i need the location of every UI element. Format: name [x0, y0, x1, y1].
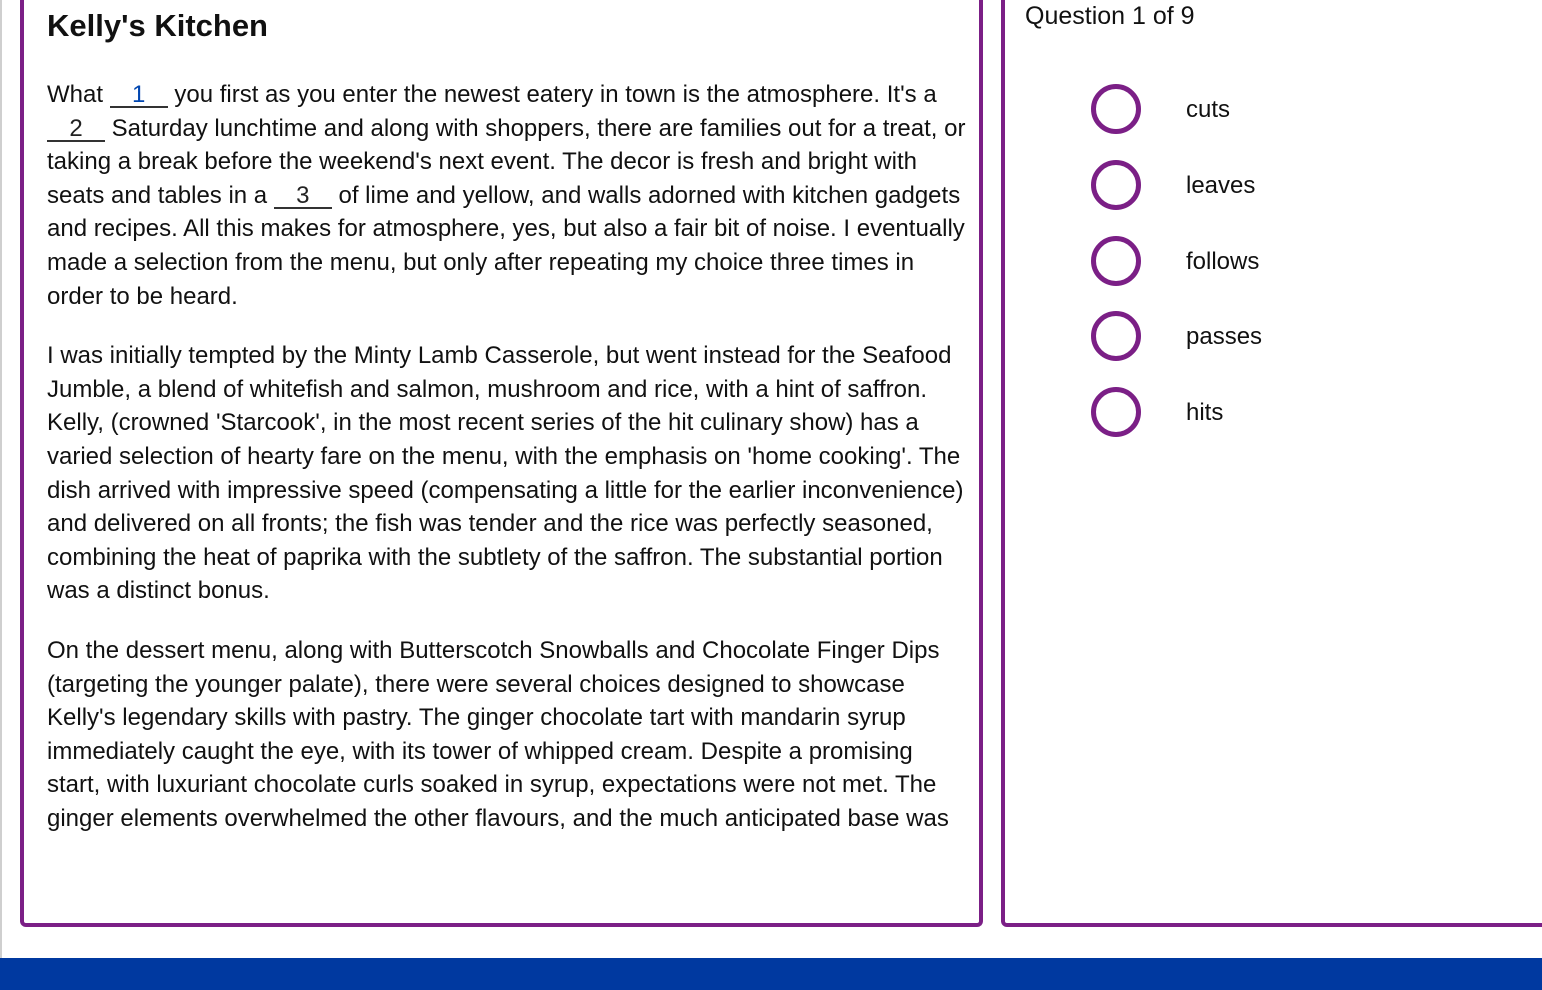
gap-1[interactable]: 1	[110, 84, 168, 108]
passage-paragraph-3: On the dessert menu, along with Butterscotch Snowballs and Chocolate Finger Dips (targeting the younger palate), there were several choices designed to showcase Kelly's legendary skills with pastry. The ginger chocolate tart with mandarin syrup immediately caught the eye, with its tower of whipped cream. Despite a promising start, with luxuriant chocolate curls soaked in syrup, expectations were not met. The ginger elements overwhelmed the other flavours, and the much anticipated base was	[47, 636, 949, 832]
answer-option-cuts[interactable]	[1091, 84, 1391, 144]
passage-panel[interactable]	[20, 0, 983, 927]
passage-text-segment: What	[47, 81, 110, 108]
passage-title: Kelly's Kitchen	[47, 8, 268, 43]
radio-button[interactable]	[1091, 84, 1141, 134]
radio-button[interactable]	[1091, 311, 1141, 361]
passage-text	[47, 78, 967, 861]
answer-option-follows[interactable]	[1091, 236, 1391, 296]
answer-option-label: cuts	[1186, 96, 1231, 123]
passage-text-segment: you first as you enter the newest eatery in town is the atmosphere. It's a	[167, 81, 937, 108]
answer-option-hits[interactable]	[1091, 387, 1391, 447]
answer-option-label: hits	[1186, 399, 1224, 426]
passage-text-segment: Saturday lunchtime and along with shoppers, there are families out for a treat, or taking a break before the weekend's next event. The decor is fresh and bright with seats and tables in a	[47, 114, 966, 209]
answer-option-label: leaves	[1186, 172, 1256, 199]
answer-option-label: passes	[1186, 323, 1263, 350]
answer-option-passes[interactable]	[1091, 311, 1391, 371]
left-edge-line	[0, 0, 2, 958]
footer-bar	[0, 958, 1542, 990]
question-counter: Question 1 of 9	[1025, 2, 1195, 30]
question-panel	[1001, 0, 1542, 927]
gap-2[interactable]: 2	[47, 118, 105, 142]
passage-paragraph-1	[47, 78, 967, 313]
radio-button[interactable]	[1091, 160, 1141, 210]
gap-3[interactable]: 3	[274, 185, 332, 209]
passage-paragraph-2: I was initially tempted by the Minty Lamb Casserole, but went instead for the Seafood Jumble, a blend of whitefish and salmon, mushroom and rice, with a hint of saffron. Kelly, (crowned 'Starcook', in the most recent series of the hit culinary show) has a varied selection of hearty fare on the menu, with the emphasis on 'home cooking'. The dish arrived with impressive speed (compensating a little for the earlier inconvenience) and delivered on all fronts; the fish was tender and the rice was perfectly seasoned, combining the heat of paprika with the subtlety of the saffron. The substantial portion was a distinct bonus.	[47, 342, 964, 605]
radio-button[interactable]	[1091, 387, 1141, 437]
answer-option-leaves[interactable]	[1091, 160, 1391, 220]
answer-option-label: follows	[1186, 248, 1260, 275]
radio-button[interactable]	[1091, 236, 1141, 286]
passage-text-segment: of lime and yellow, and walls adorned with kitchen gadgets and recipes. All this makes for atmosphere, yes, but also a fair bit of noise. I eventually made a selection from the menu, but only after repeating my choice three times in order to be heard.	[47, 181, 965, 310]
